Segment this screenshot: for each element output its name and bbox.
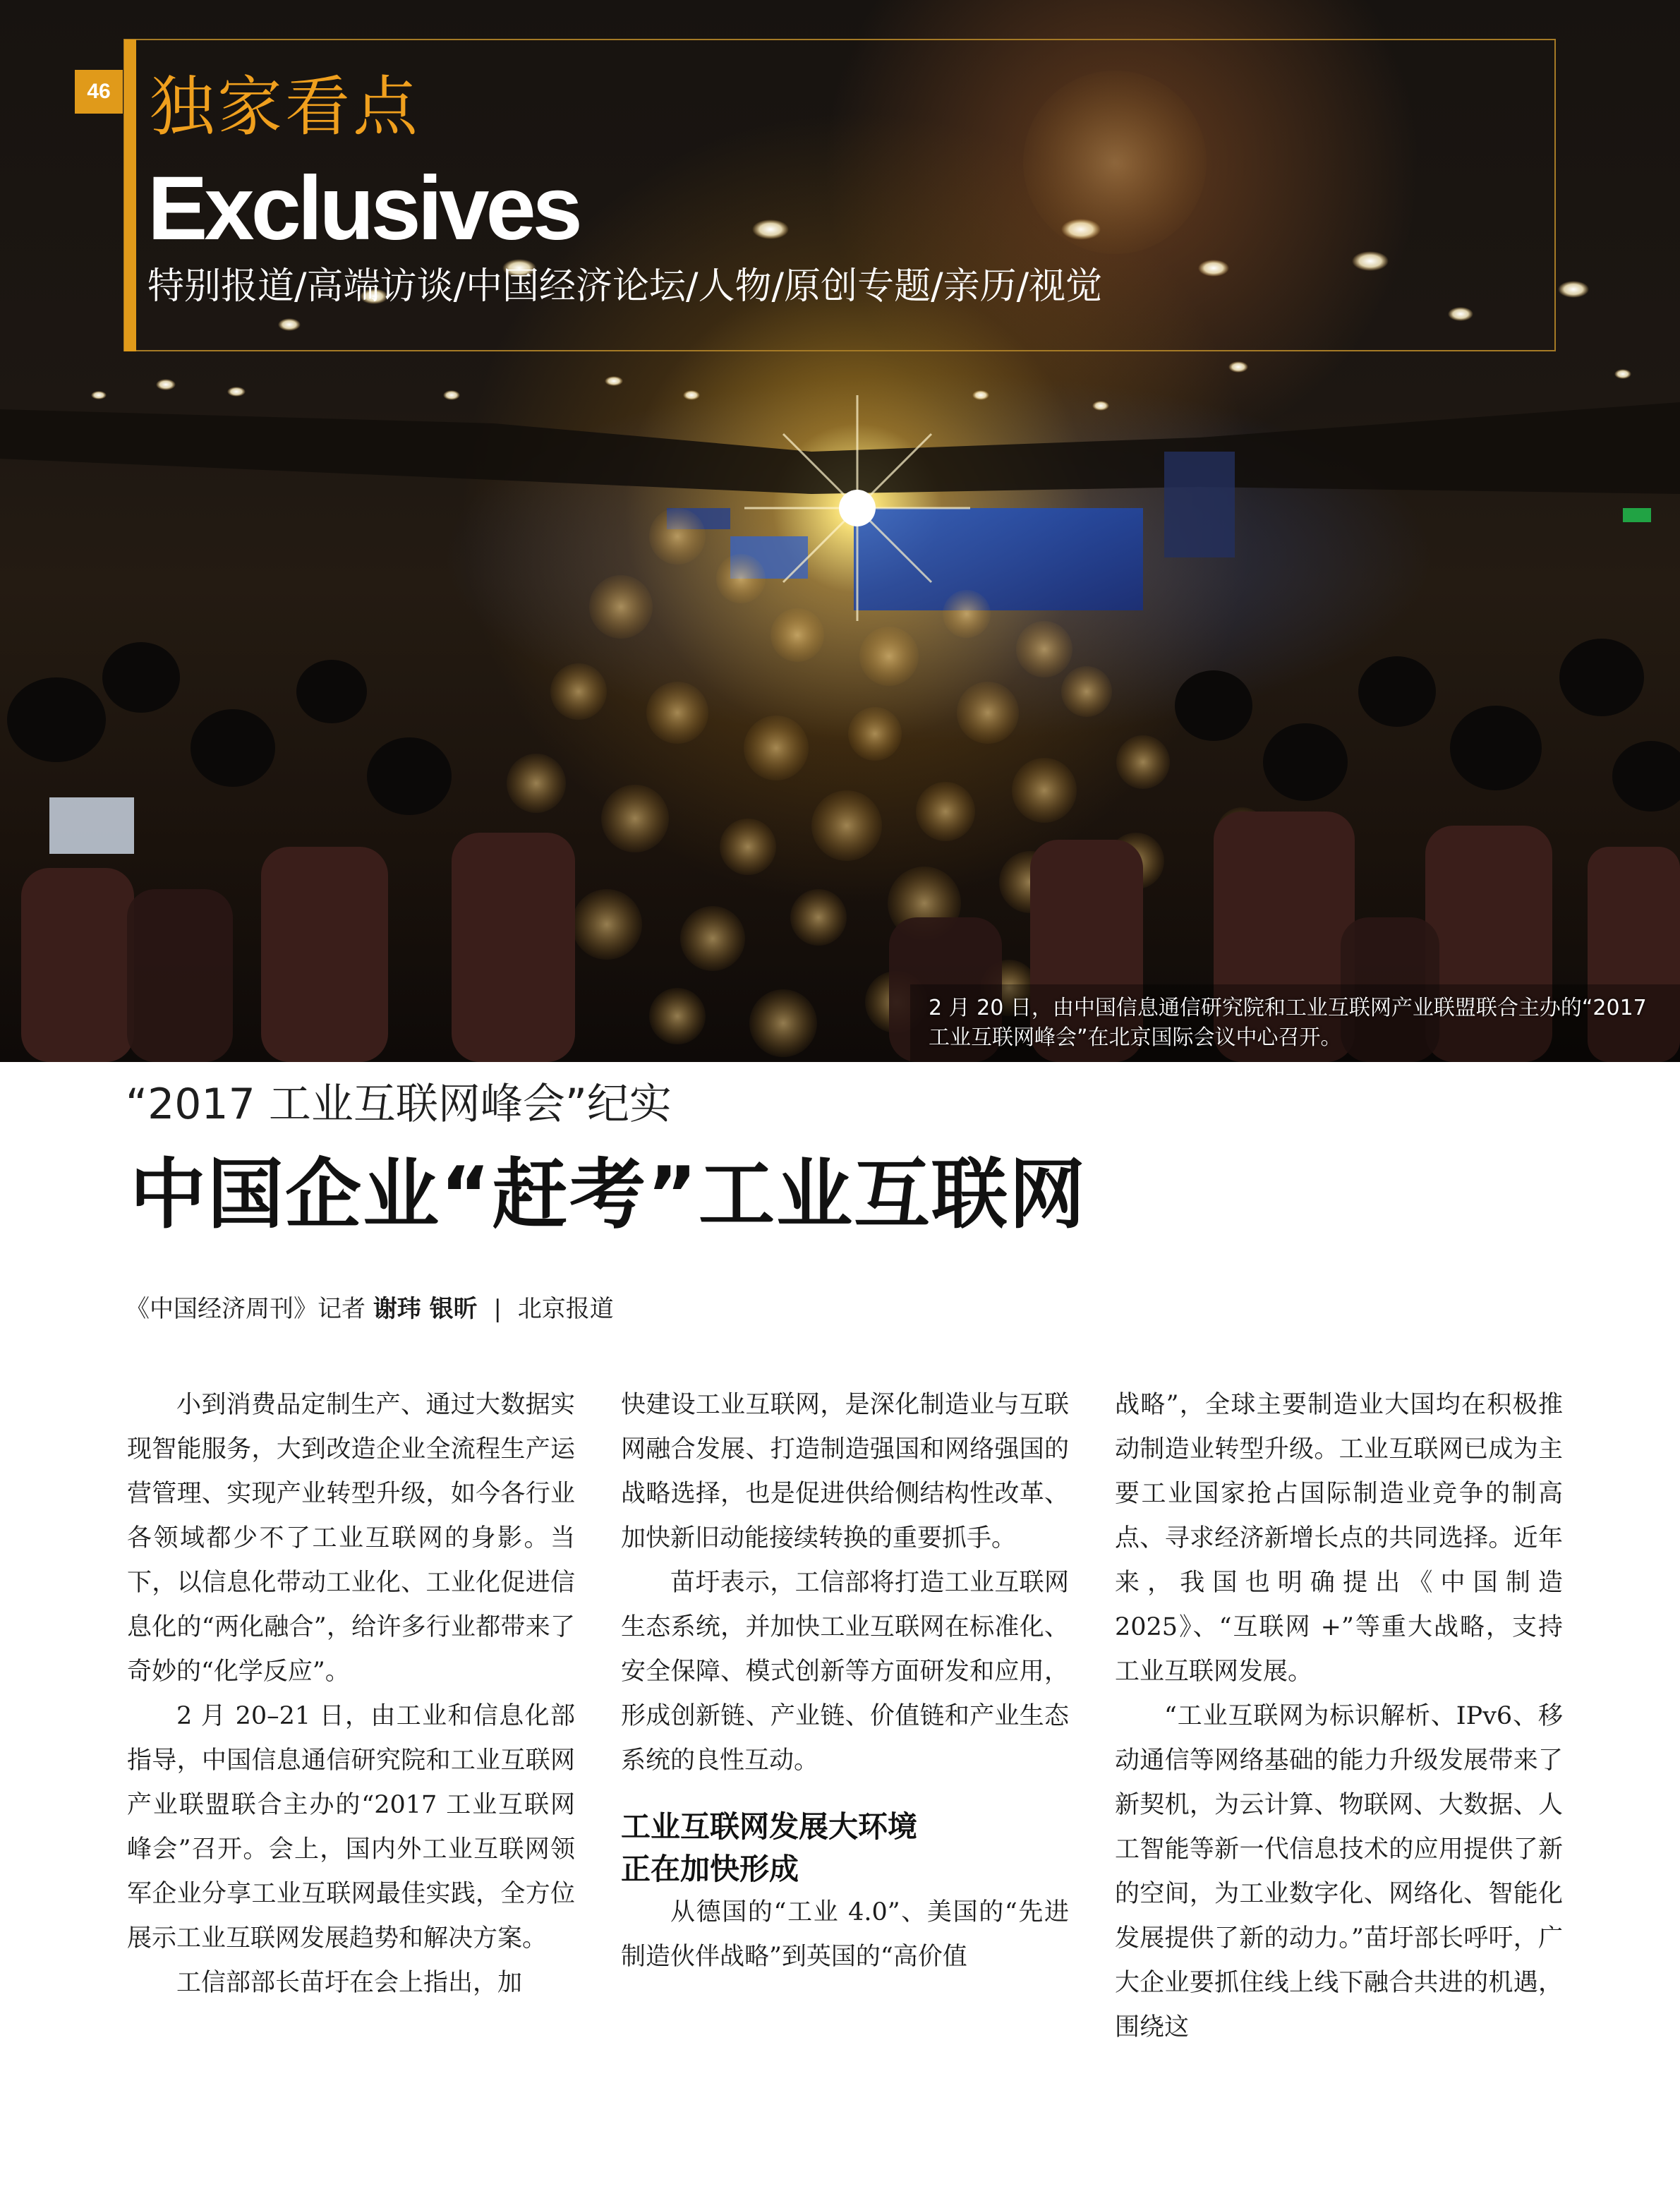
paragraph: 快建设工业互联网，是深化制造业与互联网融合发展、打造制造强国和网络强国的战略选择，也是促进供给侧结构性改革、加快新旧动能接续转换的重要抓手。 xyxy=(621,1391,1069,1552)
paragraph: 从德国的“工业 4.0”、美国的“先进制造伙伴战略”到英国的“高价值 xyxy=(621,1898,1069,1971)
photo-caption: 2 月 20 日，由中国信息通信研究院和工业互联网产业联盟联合主办的“2017 工业互联网峰会”在北京国际会议中心召开。 xyxy=(929,996,1647,1050)
byline-authors: 谢玮 银昕 xyxy=(373,1295,478,1323)
article-column-1 xyxy=(127,1383,575,2005)
article-kicker: “2017 工业互联网峰会”纪实 xyxy=(126,1080,672,1129)
subheading-line: 正在加快形成 xyxy=(621,1852,799,1886)
byline-separator: | xyxy=(493,1295,502,1323)
byline-location: 北京报道 xyxy=(517,1295,614,1323)
laptop-screen xyxy=(49,797,134,854)
byline-publication: 《中国经济周刊》记者 xyxy=(126,1295,365,1323)
article-headline: 中国企业“赶考”工业互联网 xyxy=(130,1151,1087,1239)
article-byline xyxy=(126,1289,614,1324)
page-number: 46 xyxy=(75,70,123,114)
article-subheading xyxy=(621,1806,1069,1890)
section-title-cn: 独家看点 xyxy=(150,69,421,145)
section-title-en: Exclusives xyxy=(147,158,579,259)
paragraph: 2 月 20–21 日，由工业和信息化部指导，中国信息通信研究院和工业互联网产业联盟联合主办的“2017 工业互联网峰会”召开。会上，国内外工业互联网领军企业分享工业互联网最佳实践，全方位展示工业互联网发展趋势和解决方案。 xyxy=(127,1702,575,1953)
paragraph: 工信部部长苗圩在会上指出，加 xyxy=(176,1969,523,1997)
section-accent-bar xyxy=(124,40,136,351)
paragraph: 战略”，全球主要制造业大国均在积极推动制造业转型升级。工业互联网已成为主要工业国家抢占国际制造业竞争的制高点、寻求经济新增长点的共同选择。近年来，我国也明确提出《中国制造 2025》、“互联网 +”等重大战略，支持工业互联网发展。 xyxy=(1115,1391,1563,1686)
subheading-line: 工业互联网发展大环境 xyxy=(621,1809,918,1844)
paragraph: “工业互联网为标识解析、IPv6、移动通信等网络基础的能力升级发展带来了新契机，为云计算、物联网、大数据、人工智能等新一代信息技术的应用提供了新的空间，为工业数字化、网络化、智能化发展提供了新的动力。”苗圩部长呼吁，广大企业要抓住线上线下融合共进的机遇，围绕这 xyxy=(1115,1702,1563,2041)
article-column-3 xyxy=(1115,1383,1563,2050)
article-column-2 xyxy=(621,1383,1069,1979)
hero-photo xyxy=(0,0,1680,1062)
paragraph: 苗圩表示，工信部将打造工业互联网生态系统，并加快工业互联网在标准化、安全保障、模式创新等方面研发和应用，形成创新链、产业链、价值链和产业生态系统的良性互动。 xyxy=(621,1569,1069,1775)
audience-silhouettes xyxy=(7,639,1680,815)
paragraph: 小到消费品定制生产、通过大数据实现智能服务，大到改造企业全流程生产运营管理、实现产业转型升级，如今各行业各领域都少不了工业互联网的身影。当下，以信息化带动工业化、工业化促进信息化的“两化融合”，给许多行业都带来了奇妙的“化学反应”。 xyxy=(127,1391,575,1686)
section-categories: 特别报道/高端访谈/中国经济论坛/人物/原创专题/亲历/视觉 xyxy=(147,265,1103,308)
